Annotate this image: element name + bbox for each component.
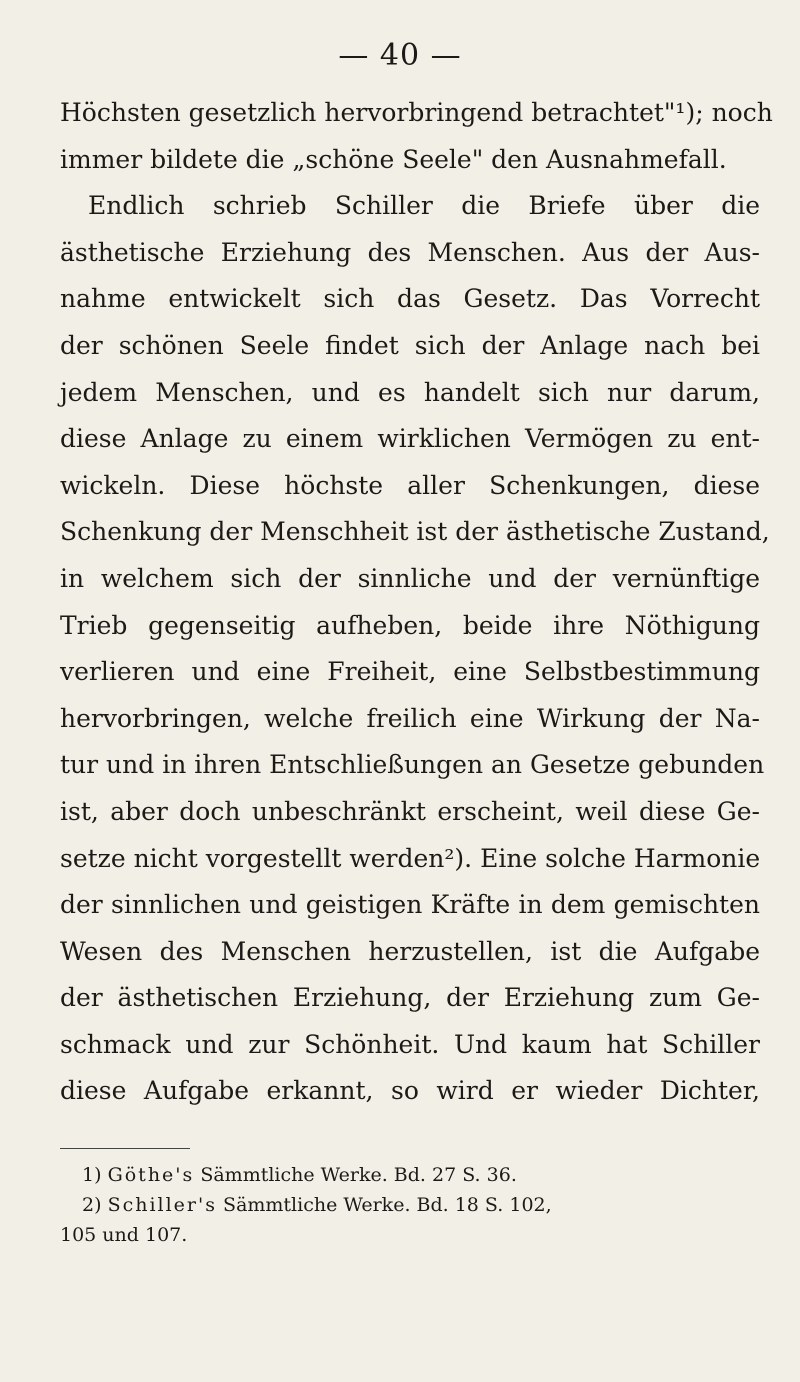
body-text <box>60 90 773 1115</box>
text-line: der sinnlichen und geistigen Kräfte in dem gemischten <box>60 890 760 920</box>
text-line: schmack und zur Schönheit. Und kaum hat Schiller <box>60 1029 760 1059</box>
text-line: verlieren und eine Freiheit, eine Selbstbestimmung <box>60 657 760 687</box>
text-line: Endlich schrieb Schiller die Briefe über die <box>88 191 760 221</box>
text-line: diese Anlage zu einem wirklichen Vermögen zu ent- <box>60 424 760 454</box>
footnotes <box>60 1160 760 1250</box>
text-line: hervorbringen, welche freilich eine Wirkung der Na- <box>60 703 760 733</box>
text-line: der ästhetischen Erziehung, der Erziehung zum Ge- <box>60 983 760 1013</box>
text-line: Wesen des Menschen herzustellen, ist die Aufgabe <box>60 936 760 966</box>
footnote-marker: 2) <box>82 1194 102 1216</box>
text-line: immer bildete die „schöne Seele" den Ausnahmefall. <box>60 144 727 174</box>
footnote <box>60 1160 760 1190</box>
footnote-text: Sämmtliche Werke. Bd. 27 S. 36. <box>200 1164 517 1186</box>
text-line: Schenkung der Menschheit ist der ästhetische Zustand, <box>60 517 770 547</box>
footnote-marker: 1) <box>82 1164 102 1186</box>
text-line: setze nicht vorgestellt werden²). Eine solche Harmonie <box>60 843 761 873</box>
text-line: Trieb gegenseitig aufheben, beide ihre Nöthigung <box>60 610 760 640</box>
footnote-text: Sämmtliche Werke. Bd. 18 S. 102, <box>223 1194 552 1216</box>
text-line: ästhetische Erziehung des Menschen. Aus der Aus- <box>60 237 760 267</box>
footnote-divider <box>60 1148 190 1149</box>
footnote-text: 105 und 107. <box>60 1224 188 1246</box>
footnote-author: Göthe's <box>107 1164 195 1186</box>
text-line: der schönen Seele findet sich der Anlage nach bei <box>60 330 760 360</box>
footnote-author: Schiller's <box>107 1194 217 1216</box>
text-line: diese Aufgabe erkannt, so wird er wieder Dichter, <box>60 1076 760 1106</box>
text-line: jedem Menschen, und es handelt sich nur darum, <box>60 377 760 407</box>
text-line: tur und in ihren Entschließungen an Gesetze gebunden <box>60 750 765 780</box>
text-line: wickeln. Diese höchste aller Schenkungen, diese <box>60 470 760 500</box>
footnote <box>60 1190 760 1220</box>
text-line: in welchem sich der sinnliche und der vernünftige <box>60 563 760 593</box>
text-line: ist, aber doch unbeschränkt erscheint, weil diese Ge- <box>60 796 760 826</box>
footnote-continuation <box>60 1220 760 1250</box>
text-line: nahme entwickelt sich das Gesetz. Das Vorrecht <box>60 284 760 314</box>
text-line: Höchsten gesetzlich hervorbringend betrachtet"¹); noch <box>60 98 773 127</box>
page-number: — 40 — <box>338 38 462 73</box>
